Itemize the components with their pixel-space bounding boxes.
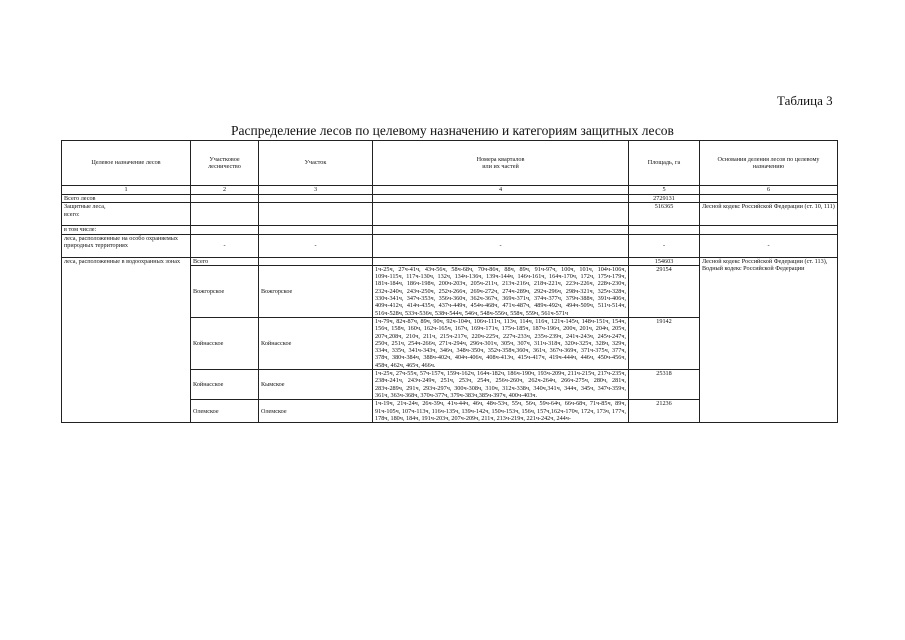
row-label: Защитные леса, всего: xyxy=(62,203,191,226)
column-number-row xyxy=(62,186,838,195)
row-label: Всего лесов xyxy=(62,195,191,203)
row-label: леса, расположенные в водоохранных зонах xyxy=(62,257,191,423)
forestry-name: Койнасское xyxy=(191,317,259,369)
plot-name: Вожгорское xyxy=(259,265,373,317)
header-purpose: Целевое назначение лесов xyxy=(62,141,191,186)
dash-cell: - xyxy=(373,234,629,257)
area-value: 516365 xyxy=(629,203,700,226)
row-water-zones-total xyxy=(62,257,838,265)
forest-distribution-table xyxy=(61,140,838,423)
basis-text: Лесной кодекс Российской Федерации (ст. 113), Водный кодекс Российской Федерации xyxy=(700,257,838,423)
header-forestry: Участковое лесничество xyxy=(191,141,259,186)
forestry-name: Койнасское xyxy=(191,370,259,400)
row-total-forests xyxy=(62,195,838,203)
quarters-list: 1ч-25ч, 27ч-41ч, 43ч-56ч, 58ч-68ч, 70ч-86ч, 88ч, 89ч, 91ч-97ч, 100ч, 101ч, 104ч-106ч, 109ч-115ч, 117ч-130ч, 132ч, 134ч-136ч, 139ч-144ч, 146ч-161ч, 164ч-170ч, 172ч, 175ч-179ч, 181ч-184ч, 186ч-198ч, 200ч-203ч, 205ч-211ч, 213ч-216ч, 218ч-221ч, 223ч-226ч, 228ч-230ч, 232ч-240ч, 243ч-250ч, 252ч-266ч, 269ч-272ч, 274ч-289ч, 292ч-296ч, 298ч-321ч, 325ч-328ч, 330ч-341ч, 347ч-353ч, 356ч-360ч, 362ч-367ч, 369ч-371ч, 374ч-377ч, 379ч-388ч, 391ч-406ч, 409ч-412ч, 414ч-435ч, 437ч-449ч, 454ч-468ч, 471ч-487ч, 489ч-492ч, 494ч-509ч, 511ч-514ч, 516ч-528ч, 533ч-536ч, 538ч-544ч, 546ч, 548ч-556ч, 558ч, 559ч, 561ч-571ч xyxy=(373,265,629,317)
col-number: 5 xyxy=(629,186,700,195)
row-including xyxy=(62,226,838,234)
col-number: 4 xyxy=(373,186,629,195)
quarters-list: 1ч-19ч, 21ч-24ч, 26ч-39ч, 41ч-44ч, 46ч, 48ч-53ч, 55ч, 56ч, 59ч-64ч, 66ч-68ч, 71ч-85ч, 89ч, 91ч-105ч, 107ч-113ч, 116ч-135ч, 139ч-142ч, 150ч-153ч, 156ч, 157ч,162ч-170ч, 172ч, 173ч, 177ч, 178ч, 180ч, 184ч, 191ч-203ч, 207ч-209ч, 211ч, 213ч-219ч, 221ч-242ч, 244ч- xyxy=(373,400,629,423)
col-number: 3 xyxy=(259,186,373,195)
row-label: в том числе: xyxy=(62,226,191,234)
table-title: Распределение лесов по целевому назначению и категориям защитных лесов xyxy=(231,123,674,138)
plot-name: Койнасское xyxy=(259,317,373,369)
plot-name: Кымское xyxy=(259,370,373,400)
header-row xyxy=(62,141,838,186)
basis-text: Лесной кодекс Российской Федерации (ст. 10, 111) xyxy=(700,203,838,226)
all-label: Всего xyxy=(191,257,259,265)
header-quarters: Номера кварталов или их частей xyxy=(373,141,629,186)
dash-cell: - xyxy=(191,234,259,257)
col-number: 2 xyxy=(191,186,259,195)
row-label: леса, расположенные на особо охраняемых природных территориях xyxy=(62,234,191,257)
dash-cell: - xyxy=(259,234,373,257)
row-protected-areas xyxy=(62,234,838,257)
forestry-name: Олемское xyxy=(191,400,259,423)
row-protective-forests xyxy=(62,203,838,226)
col-number: 1 xyxy=(62,186,191,195)
forestry-name: Вожгорское xyxy=(191,265,259,317)
plot-name: Олемское xyxy=(259,400,373,423)
dash-cell: - xyxy=(700,234,838,257)
area-value: 29154 xyxy=(629,265,700,317)
area-value: 21236 xyxy=(629,400,700,423)
area-value: 2729131 xyxy=(629,195,700,203)
area-value: 25318 xyxy=(629,370,700,400)
header-area: Площадь, га xyxy=(629,141,700,186)
table-label: Таблица 3 xyxy=(777,93,833,108)
col-number: 6 xyxy=(700,186,838,195)
header-basis: Основания деления лесов по целевому назначению xyxy=(700,141,838,186)
dash-cell: - xyxy=(629,234,700,257)
area-value: 154603 xyxy=(629,257,700,265)
area-value: 19142 xyxy=(629,317,700,369)
quarters-list: 1ч-25ч, 27ч-55ч, 57ч-157ч, 159ч-162ч, 164ч-182ч, 186ч-190ч, 193ч-209ч, 211ч-215ч, 217ч-235ч, 238ч-241ч, 243ч-249ч, 251ч, 253ч, 254ч, 256ч-260ч, 262ч-264ч, 266ч-275ч, 280ч, 281ч, 283ч-289ч, 291ч, 293ч-297ч, 300ч-308ч, 310ч, 312ч-338ч, 340ч,341ч, 344ч, 345ч, 347ч-359ч, 361ч, 363ч-368ч, 370ч-377ч, 379ч-383ч,385ч-397ч, 400ч-403ч. xyxy=(373,370,629,400)
header-plot: Участок xyxy=(259,141,373,186)
quarters-list: 1ч-79ч, 82ч-87ч, 89ч, 90ч, 92ч-104ч, 106ч-111ч, 113ч, 114ч, 116ч, 121ч-145ч, 148ч-151ч, 154ч, 156ч, 158ч, 160ч, 162ч-165ч, 167ч, 169ч-171ч, 175ч-185ч, 187ч-196ч, 200ч, 201ч, 204ч, 205ч, 207ч,208ч, 210ч, 211ч, 215ч-217ч, 220ч-225ч, 227ч-233ч, 235ч-239ч, 241ч-243ч, 245ч-247ч, 250ч, 251ч, 254ч-266ч, 271ч-294ч, 296ч-301ч, 305ч, 307ч, 311ч-318ч, 320ч-325ч, 328ч, 329ч, 334ч, 335ч, 341ч-343ч, 346ч, 348ч-350ч, 352ч-358ч,360ч, 361ч, 367ч-369ч, 371ч-375ч, 377ч, 378ч, 380ч-384ч, 388ч-402ч, 404ч-406ч, 408ч-413ч, 415ч-417ч, 419ч-444ч, 446ч, 450ч-456ч, 458ч, 462ч, 465ч, 466ч. xyxy=(373,317,629,369)
